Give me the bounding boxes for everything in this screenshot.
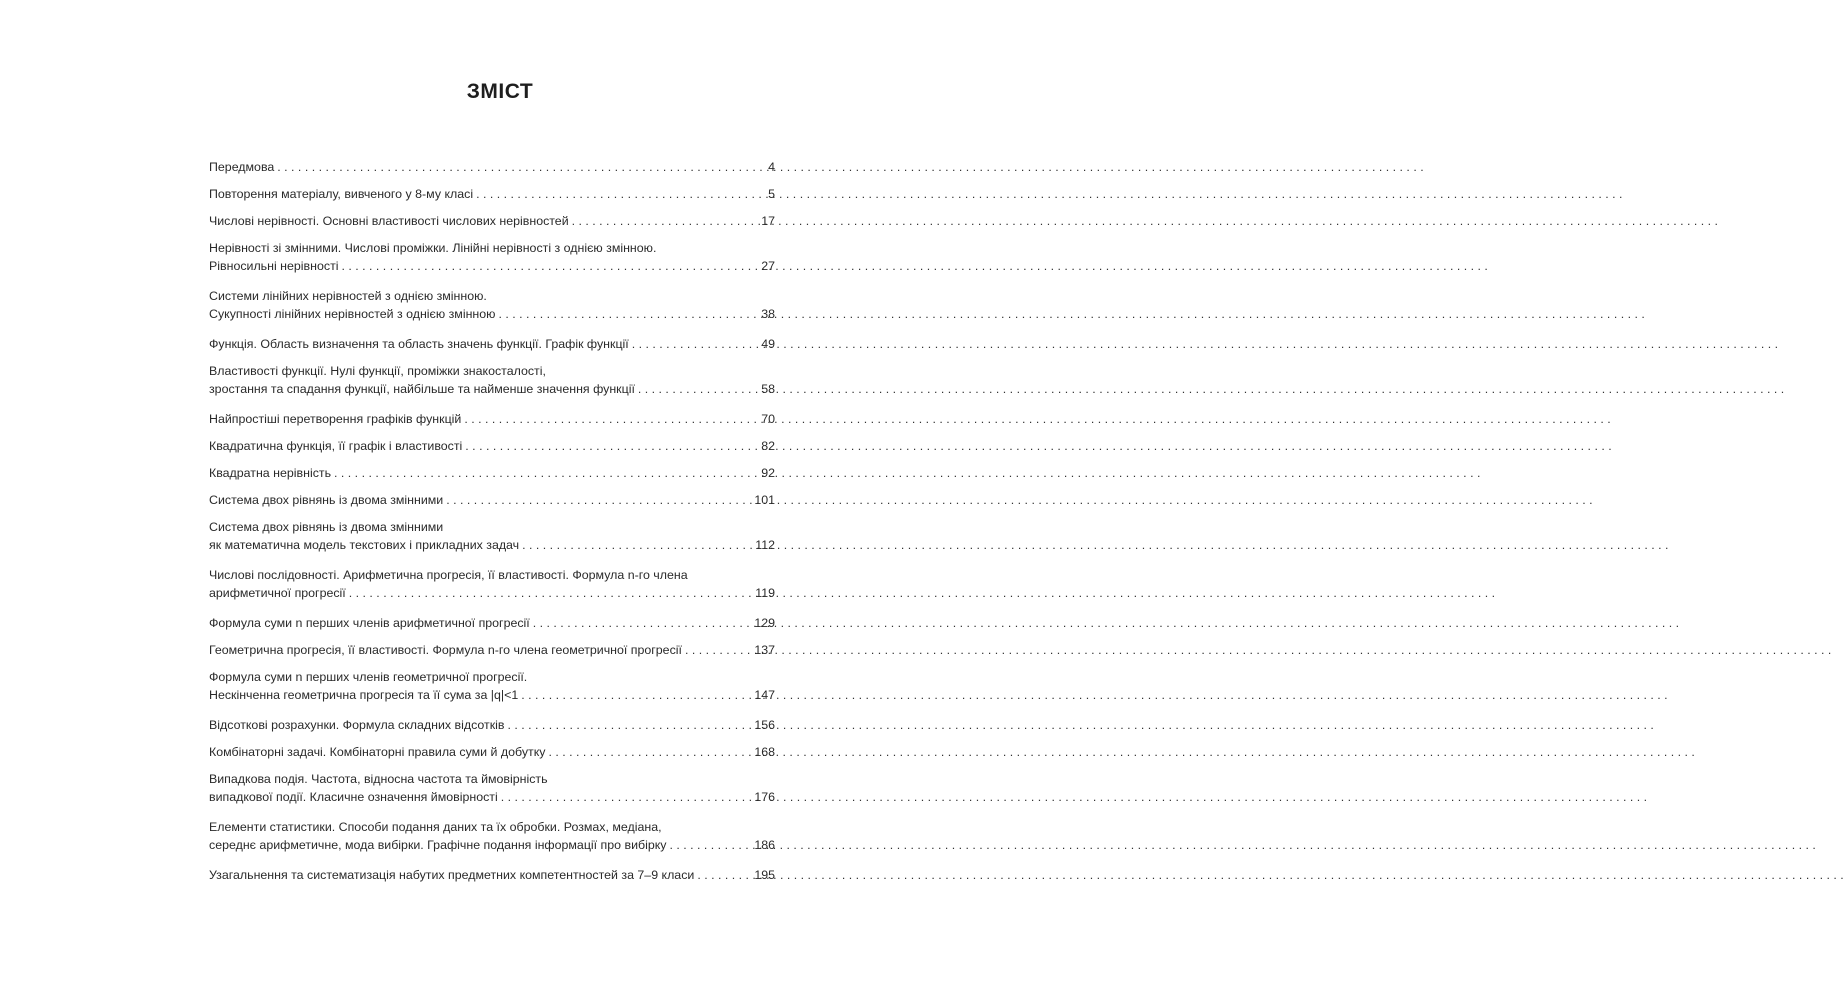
toc-entry — [209, 566, 775, 602]
toc-page-number: 82 — [761, 439, 775, 453]
toc-page-number: 176 — [754, 790, 775, 804]
dot-leader — [342, 257, 751, 275]
dot-leader — [464, 410, 750, 428]
dot-leader — [501, 788, 750, 806]
toc-entry — [209, 668, 775, 704]
dot-leader — [349, 584, 750, 602]
toc-page-number: 112 — [755, 538, 775, 552]
toc-page-number: 17 — [761, 214, 775, 228]
toc-entry-text: Числові послідовності. Арифметична прогресія, її властивості. Формула n-го члена — [209, 568, 688, 582]
toc-entry-text: Властивості функції. Нулі функції, проміжки знакосталості, — [209, 364, 546, 378]
dot-leader — [521, 686, 750, 704]
toc-page-number: 156 — [754, 718, 775, 732]
toc-entry — [209, 464, 775, 482]
toc-page-number: 49 — [761, 337, 775, 351]
dot-leader — [669, 836, 750, 854]
dot-leader — [446, 491, 750, 509]
toc-page-number: 147 — [754, 688, 775, 702]
toc-entry-text: Сукупності лінійних нерівностей з однією змінною — [209, 307, 496, 321]
dot-leader — [465, 437, 750, 455]
toc-page-number: 129 — [754, 616, 775, 630]
toc-entry — [209, 743, 775, 761]
toc-entry — [209, 491, 775, 509]
toc-entry — [209, 287, 775, 323]
toc-entry — [209, 158, 775, 176]
toc-entry-text: Узагальнення та систематизація набутих предметних компетентностей за 7–9 класи — [209, 868, 695, 882]
toc-entry-text: Повторення матеріалу, вивченого у 8-му класі — [209, 187, 474, 201]
toc-entry — [209, 362, 775, 398]
toc-page-number: 137 — [754, 643, 775, 657]
dot-leader — [507, 716, 750, 734]
toc-entry-text: Система двох рівнянь із двома змінними — [209, 520, 444, 534]
toc-entry-text: Геометрична прогресія, її властивості. Формула n-го члена геометричної прогресії — [209, 643, 682, 657]
toc-entry-text: Формула суми n перших членів арифметичної прогресії — [209, 616, 530, 630]
toc-page-number: 186 — [754, 838, 775, 852]
toc-entry-text: Комбінаторні задачі. Комбінаторні правила суми й добутку — [209, 745, 546, 759]
toc-entry-text: Рівносильні нерівності — [209, 259, 339, 273]
toc-entry-text: Числові нерівності. Основні властивості числових нерівностей — [209, 214, 569, 228]
toc-entry-text: Функція. Область визначення та область значень функції. Графік функції — [209, 337, 629, 351]
dot-leader — [522, 536, 750, 554]
toc-entry — [209, 212, 775, 230]
dot-leader — [277, 158, 750, 176]
toc-page-number: 58 — [761, 382, 775, 396]
toc-page-number: 101 — [754, 493, 775, 507]
page-title: ЗМІСТ — [466, 80, 534, 103]
toc-entry-text: Квадратична функція, її графік і властивості — [209, 439, 463, 453]
dot-leader — [572, 212, 750, 230]
toc-entry-text: Система двох рівнянь із двома змінними — [209, 493, 444, 507]
dot-leader — [498, 305, 750, 323]
toc-entry — [209, 437, 775, 455]
toc-entry-text: Елементи статистики. Способи подання даних та їх обробки. Розмах, медіана, — [209, 820, 662, 834]
toc-page-number: 5 — [768, 187, 775, 201]
toc-entry — [209, 614, 775, 632]
toc-entry-text: випадкової події. Класичне означення ймовірності — [209, 790, 498, 804]
toc-entry-text: Випадкова подія. Частота, відносна частота та ймовірність — [209, 772, 548, 786]
toc-page-number: 92 — [761, 466, 775, 480]
toc-entry-text: Відсоткові розрахунки. Формула складних відсотків — [209, 718, 505, 732]
dot-leader — [476, 185, 750, 203]
toc-entry-text: Нескінченна геометрична прогресія та її сума за |q|<1 — [209, 688, 519, 702]
toc-entry — [209, 518, 775, 554]
toc-page-number: 119 — [755, 586, 775, 600]
toc-page-number: 4 — [768, 160, 775, 174]
toc-entry-text: Формула суми n перших членів геометричної прогресії. — [209, 670, 528, 684]
dot-leader — [632, 335, 750, 353]
toc-entry-text: середнє арифметичне, мода вибірки. Графічне подання інформації про вибірку — [209, 838, 667, 852]
toc-page-number: 38 — [761, 307, 775, 321]
toc-page-number: 70 — [761, 412, 775, 426]
dot-leader — [697, 866, 750, 884]
toc-entry — [209, 641, 775, 659]
toc-page-number: 27 — [761, 259, 775, 273]
dot-leader — [334, 464, 750, 482]
toc-entry-text: Нерівності зі змінними. Числові проміжки. Лінійні нерівності з однією змінною. — [209, 241, 657, 255]
dot-leader — [533, 614, 750, 632]
toc-entry — [209, 239, 775, 275]
toc-entry — [209, 335, 775, 353]
toc-entry — [209, 866, 775, 884]
toc-entry — [209, 818, 775, 854]
toc-entry — [209, 185, 775, 203]
toc-page-number: 168 — [754, 745, 775, 759]
dot-leader — [685, 641, 750, 659]
toc-entry-text: як математична модель текстових і прикладних задач — [209, 538, 520, 552]
toc-entry — [209, 770, 775, 806]
toc-entry-text: Найпростіші перетворення графіків функцій — [209, 412, 462, 426]
toc-entry-text: Квадратна нерівність — [209, 466, 332, 480]
toc-entry — [209, 410, 775, 428]
table-of-contents — [209, 158, 775, 893]
toc-entry-text: арифметичної прогресії — [209, 586, 346, 600]
dot-leader — [638, 380, 750, 398]
dot-leader — [548, 743, 750, 761]
toc-entry-text: Передмова — [209, 160, 275, 174]
toc-entry-text: зростання та спадання функції, найбільше та найменше значення функції — [209, 382, 635, 396]
toc-entry-text: Системи лінійних нерівностей з однією змінною. — [209, 289, 487, 303]
toc-page-number: 195 — [754, 868, 775, 882]
toc-entry — [209, 716, 775, 734]
